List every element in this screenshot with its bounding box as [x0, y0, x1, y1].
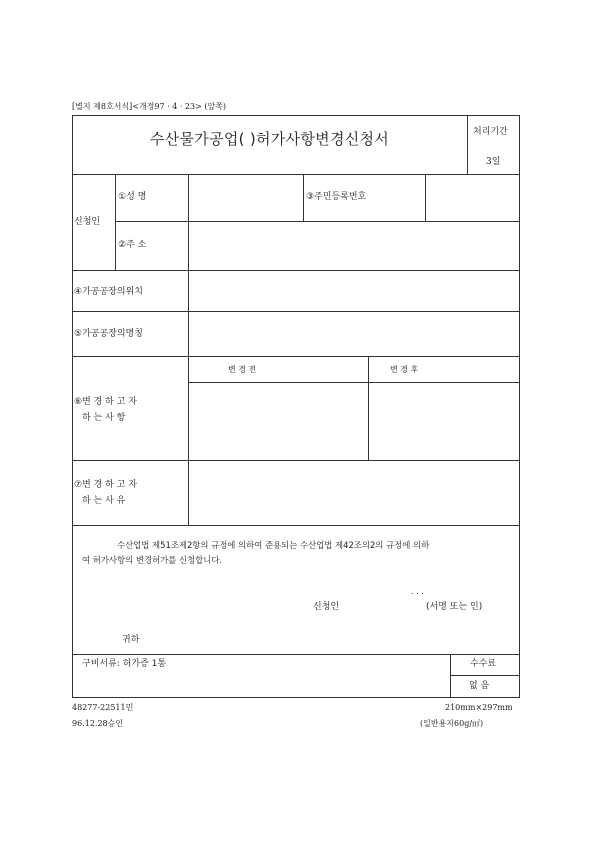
applicant-sign-label: 신청인	[313, 602, 340, 612]
after-change-field[interactable]	[370, 384, 518, 459]
approval-date: 96.12.28승인	[72, 719, 124, 728]
address-field[interactable]	[190, 223, 518, 269]
form-number: 48277-22511민	[72, 703, 134, 712]
name-label: ①성 명	[118, 192, 147, 202]
before-change-field[interactable]	[190, 384, 367, 459]
statement-line1: 수산업법 제51조제2항의 규정에 의하여 준용되는 수산업법 제42조의2의 규정에 의하	[117, 540, 430, 550]
statement-line2: 여 허가사항의 변경허가를 신청합니다.	[82, 555, 223, 565]
factory-name-field[interactable]	[190, 313, 518, 355]
before-change-header: 변 경 전	[228, 365, 257, 374]
change-reason-field[interactable]	[190, 462, 518, 524]
paper-type: (일반용지60g/㎡)	[420, 719, 484, 728]
paper-size: 210mm×297mm	[445, 703, 513, 712]
signature-label: (서명 또는 인)	[426, 602, 483, 612]
name-field[interactable]	[190, 176, 302, 220]
after-change-header: 변 경 후	[390, 365, 419, 374]
address-label: ②주 소	[118, 240, 147, 250]
change-reason-label-line2: 하 는 사 유	[82, 496, 126, 506]
form-header-note: [별지 제8호서식]<개정97 · 4 · 23> (앞쪽)	[72, 102, 227, 111]
fee-label: 수수료	[470, 659, 497, 669]
change-items-label-line1: ⑥변 경 하 고 자	[74, 397, 137, 407]
change-items-label-line2: 하 는 사 항	[82, 413, 126, 423]
form-title: 수산물가공업( )허가사항변경신청서	[149, 130, 390, 148]
addressee-label: 귀하	[122, 635, 140, 645]
resident-id-label: ③주민등록번호	[306, 192, 367, 202]
attachments-label: 구비서류: 허가증 1통	[82, 659, 167, 669]
factory-location-field[interactable]	[190, 272, 518, 310]
processing-period-label: 처리기간	[473, 127, 508, 137]
change-reason-label-line1: ⑦변 경 하 고 자	[74, 480, 137, 490]
factory-name-label: ⑤가공공장의명칭	[74, 329, 143, 339]
processing-period-value: 3일	[486, 157, 501, 167]
factory-location-label: ④가공공장의위치	[74, 287, 143, 297]
fee-value: 없 음	[469, 681, 490, 691]
applicant-group-label: 신청인	[74, 217, 101, 227]
resident-id-field[interactable]	[428, 176, 518, 220]
date-dots: . . .	[411, 587, 424, 596]
